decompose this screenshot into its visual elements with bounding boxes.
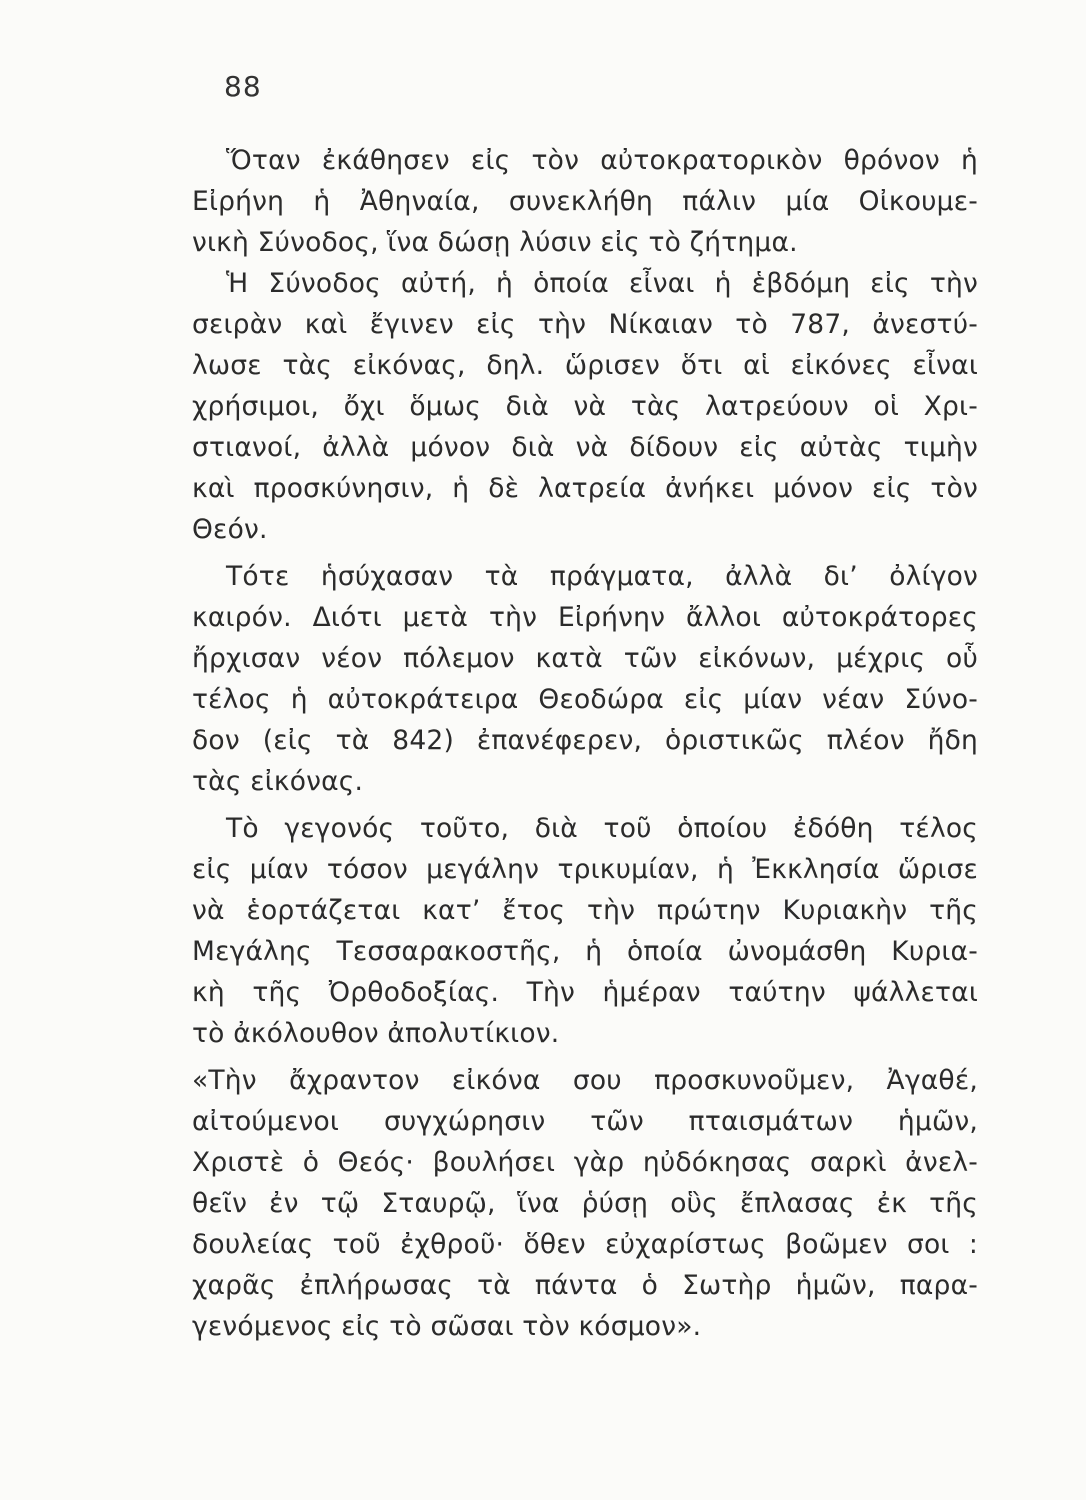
text-line: Τότε ἡσύχασαν τὰ πράγματα, ἀλλὰ δι’ ὀλίγον [226,561,978,592]
text-line: Ἡ Σύνοδος αὐτή, ἡ ὁποία εἶναι ἡ ἑβδόμη εἰς τὴν [226,268,978,299]
body-text [192,140,978,1347]
page-number: 88 [224,70,262,103]
text-line: καιρόν. Διότι μετὰ τὴν Εἰρήνην ἄλλοι αὐτοκράτορες [192,602,978,633]
text-line: Θεόν. [192,514,268,545]
paragraph-2 [192,263,978,550]
text-line: τὸ ἀκόλουθον ἀπολυτίκιον. [192,1018,560,1049]
text-line: αἰτούμενοι συγχώρησιν τῶν πταισμάτων ἡμῶν, [192,1106,978,1137]
text-line: σειρὰν καὶ ἔγινεν εἰς τὴν Νίκαιαν τὸ 787, ἀνεστύ- [192,309,978,340]
paragraph-1 [192,140,978,263]
paragraph-5 [192,1060,978,1347]
text-line: καὶ προσκύνησιν, ἡ δὲ λατρεία ἀνήκει μόνον εἰς τὸν [192,473,978,504]
paragraph-3 [192,556,978,802]
paragraph-4 [192,808,978,1054]
text-line: τέλος ἡ αὐτοκράτειρα Θεοδώρα εἰς μίαν νέαν Σύνο- [192,684,978,715]
text-line: τὰς εἰκόνας. [192,766,364,797]
text-line: δον (εἰς τὰ 842) ἐπανέφερεν, ὁριστικῶς πλέον ἤδη [192,725,978,756]
text-line: νικὴ Σύνοδος, ἵνα δώσῃ λύσιν εἰς τὸ ζήτημα. [192,227,798,258]
text-line: κὴ τῆς Ὀρθοδοξίας. Τὴν ἡμέραν ταύτην ψάλλεται [192,977,978,1008]
text-line: Χριστὲ ὁ Θεός· βουλήσει γὰρ ηὐδόκησας σαρκὶ ἀνελ- [192,1147,978,1178]
text-line: Τὸ γεγονός τοῦτο, διὰ τοῦ ὁποίου ἐδόθη τέλος [226,813,978,844]
text-line: «Τὴν ἄχραντον εἰκόνα σου προσκυνοῦμεν, Ἀγαθέ, [192,1065,978,1096]
text-line: Μεγάλης Τεσσαρακοστῆς, ἡ ὁποία ὠνομάσθη Κυρια- [192,936,978,967]
text-line: στιανοί, ἀλλὰ μόνον διὰ νὰ δίδουν εἰς αὐτὰς τιμὴν [192,432,978,463]
text-line: δουλείας τοῦ ἐχθροῦ· ὅθεν εὐχαρίστως βοῶμεν σοι : [192,1229,978,1260]
text-line: Ὅταν ἐκάθησεν εἰς τὸν αὐτοκρατορικὸν θρόνον ἡ [226,145,978,176]
text-line: γενόμενος εἰς τὸ σῶσαι τὸν κόσμον». [192,1311,702,1342]
text-line: θεῖν ἐν τῷ Σταυρῷ, ἵνα ῥύσῃ οὓς ἔπλασας ἐκ τῆς [192,1188,978,1219]
text-line: λωσε τὰς εἰκόνας, δηλ. ὥρισεν ὅτι αἱ εἰκόνες εἶναι [192,350,978,381]
text-line: χρήσιμοι, ὄχι ὅμως διὰ νὰ τὰς λατρεύουν οἱ Χρι- [192,391,978,422]
text-line: Εἰρήνη ἡ Ἀθηναία, συνεκλήθη πάλιν μία Οἰκουμε- [192,186,978,217]
text-line: εἰς μίαν τόσον μεγάλην τρικυμίαν, ἡ Ἐκκλησία ὥρισε [192,854,978,885]
text-line: ἤρχισαν νέον πόλεμον κατὰ τῶν εἰκόνων, μέχρις οὗ [192,643,978,674]
text-line: χαρᾶς ἐπλήρωσας τὰ πάντα ὁ Σωτὴρ ἡμῶν, παρα- [192,1270,978,1301]
text-line: νὰ ἑορτάζεται κατ’ ἔτος τὴν πρώτην Κυριακὴν τῆς [192,895,978,926]
